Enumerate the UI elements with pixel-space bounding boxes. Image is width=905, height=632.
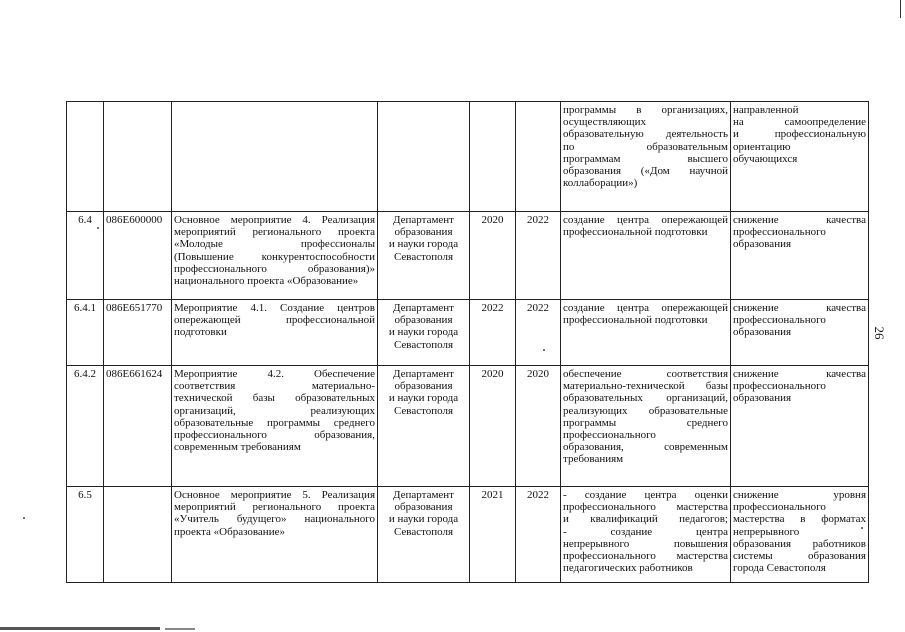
executor-line: Департамент: [392, 489, 454, 501]
executor-line: образования: [394, 226, 453, 239]
consequence-cell: [731, 487, 869, 583]
measure-title-line: подготовки: [174, 326, 227, 339]
consequence-line: профессионального: [733, 314, 826, 327]
measure-title-cell: [172, 102, 378, 212]
measure-title-line: Основное мероприятие 4. Реализация: [174, 214, 375, 226]
consequence-line: города Севастополя: [733, 562, 826, 575]
consequence-line: направленной: [733, 104, 799, 116]
expected-result-line: коллаборации»): [563, 177, 638, 190]
budget-code-cell: 086E600000: [104, 212, 172, 300]
measure-title-line: организаций, реализующих: [174, 404, 375, 417]
executor-line: Департамент: [392, 302, 454, 314]
consequence-line: на самоопределение: [733, 116, 866, 129]
consequence-line: образования: [733, 392, 792, 405]
executor-line: Севастополя: [393, 525, 454, 538]
measure-title-line: (Повышение конкурентоспособности: [174, 250, 375, 263]
consequence-line: и профессиональную: [733, 128, 866, 141]
expected-result-line: программы в организациях,: [563, 104, 728, 116]
expected-result-line: образовательных организаций,: [563, 392, 728, 405]
executor-line: Севастополя: [393, 250, 454, 263]
scan-edge-mark: [0, 627, 160, 630]
executor-line: Севастополя: [393, 404, 454, 417]
end-year-cell: [516, 102, 561, 212]
expected-result-line: - создание центра оценки: [563, 489, 728, 501]
executor-line: и науки города: [388, 513, 459, 526]
expected-result-line: педагогических работников: [563, 562, 693, 575]
measure-title-line: технической базы образовательных: [174, 392, 375, 405]
consequence-line: снижение качества: [733, 214, 866, 226]
executor-line: образования: [394, 314, 453, 327]
item-number-cell: 6.5: [67, 487, 104, 583]
consequence-line: системы образования: [733, 550, 866, 563]
budget-code-cell: 086E661624: [104, 366, 172, 487]
expected-result-cell: [561, 366, 731, 487]
consequence-line: снижение уровня: [733, 489, 866, 501]
table-row: [67, 212, 869, 300]
start-year-cell: 2021: [470, 487, 516, 583]
expected-result-line: программы среднего: [563, 416, 728, 429]
consequence-line: непрерывного: [733, 525, 800, 538]
measures-table: [66, 101, 869, 583]
expected-result-line: профессионального мастерства: [563, 550, 728, 563]
consequence-cell: [731, 300, 869, 366]
consequence-line: образования работников: [733, 537, 866, 550]
expected-result-cell: [561, 487, 731, 583]
measure-title-line: образовательные программы среднего: [174, 416, 375, 429]
measure-title-line: Основное мероприятие 5. Реализация: [174, 489, 375, 501]
expected-result-line: образования, современным: [563, 441, 728, 454]
measure-title-line: «Учитель будущего» национального: [174, 513, 375, 526]
executor-line: Севастополя: [393, 338, 454, 351]
expected-result-line: - создание центра: [563, 525, 728, 538]
measure-title-line: современным требованиям: [174, 441, 301, 454]
executor-cell: [378, 487, 470, 583]
end-year-cell: 2022: [516, 487, 561, 583]
table-row: [67, 366, 869, 487]
expected-result-line: профессионального мастерства: [563, 501, 728, 514]
expected-result-line: программам высшего: [563, 152, 728, 165]
table-row: [67, 102, 869, 212]
executor-line: и науки города: [388, 238, 459, 251]
expected-result-line: и квалификаций педагогов;: [563, 513, 728, 526]
item-number-cell: [67, 102, 104, 212]
end-year-cell: 2022: [516, 212, 561, 300]
consequence-cell: [731, 366, 869, 487]
consequence-line: профессионального: [733, 380, 826, 393]
table-row: [67, 300, 869, 366]
measure-title-cell: [172, 366, 378, 487]
measure-title-line: проекта «Образование»: [174, 525, 285, 538]
executor-line: образования: [394, 501, 453, 514]
expected-result-line: образования («Дом научной: [563, 165, 728, 178]
measure-title-line: профессионального образования,: [174, 429, 375, 442]
measure-title-line: «Молодые профессионалы: [174, 238, 375, 251]
measure-title-line: мероприятий регионального проекта: [174, 501, 375, 514]
executor-cell: [378, 300, 470, 366]
expected-result-line: образовательную деятельность: [563, 128, 728, 141]
measure-title-cell: [172, 212, 378, 300]
scan-speck: [23, 517, 25, 519]
expected-result-line: создание центра опережающей: [563, 214, 728, 226]
measure-title-line: Мероприятие 4.2. Обеспечение: [174, 368, 375, 380]
executor-line: и науки города: [388, 392, 459, 405]
item-number-cell: 6.4.1: [67, 300, 104, 366]
budget-code-cell: [104, 102, 172, 212]
expected-result-line: по образовательным: [563, 140, 728, 153]
expected-result-line: профессиональной подготовки: [563, 314, 708, 327]
start-year-cell: 2022: [470, 300, 516, 366]
executor-cell: [378, 102, 470, 212]
measure-title-line: опережающей профессиональной: [174, 314, 375, 327]
start-year-cell: 2020: [470, 212, 516, 300]
expected-result-cell: [561, 300, 731, 366]
measure-title-line: Мероприятие 4.1. Создание центров: [174, 302, 375, 314]
budget-code-cell: 086E651770: [104, 300, 172, 366]
executor-cell: [378, 366, 470, 487]
consequence-line: образования: [733, 238, 792, 251]
start-year-cell: [470, 102, 516, 212]
expected-result-line: создание центра опережающей: [563, 302, 728, 314]
expected-result-cell: [561, 212, 731, 300]
consequence-line: снижение качества: [733, 368, 866, 380]
executor-line: Департамент: [392, 214, 454, 226]
measure-title-line: мероприятий регионального проекта: [174, 226, 375, 239]
end-year-cell: 2020: [516, 366, 561, 487]
item-number-cell: 6.4.2: [67, 366, 104, 487]
expected-result-line: профессионального: [563, 429, 656, 442]
end-year-cell: 2022: [516, 300, 561, 366]
page-number: 26: [872, 326, 887, 340]
scan-edge-mark: [165, 628, 195, 630]
expected-result-cell: [561, 102, 731, 212]
budget-code-cell: [104, 487, 172, 583]
expected-result-line: осуществляющих: [563, 116, 646, 129]
consequence-line: образования: [733, 326, 792, 339]
consequence-line: профессионального: [733, 501, 826, 514]
table-body: [67, 102, 869, 583]
consequence-line: обучающихся: [733, 152, 798, 165]
expected-result-line: требованиям: [563, 453, 624, 466]
executor-cell: [378, 212, 470, 300]
executor-line: Департамент: [392, 368, 454, 380]
measure-title-line: национального проекта «Образование»: [174, 275, 359, 288]
expected-result-line: обеспечение соответствия: [563, 368, 728, 380]
expected-result-line: профессиональной подготовки: [563, 226, 708, 239]
table-row: [67, 487, 869, 583]
executor-line: и науки города: [388, 326, 459, 339]
page-edge-line: [900, 0, 901, 18]
consequence-cell: [731, 212, 869, 300]
consequence-line: мастерства в форматах: [733, 513, 866, 526]
start-year-cell: 2020: [470, 366, 516, 487]
consequence-cell: [731, 102, 869, 212]
measure-title-cell: [172, 487, 378, 583]
consequence-line: профессионального: [733, 226, 826, 239]
consequence-line: ориентацию: [733, 140, 791, 153]
expected-result-line: материально-технической базы: [563, 380, 728, 393]
expected-result-line: реализующих образовательные: [563, 404, 728, 417]
executor-line: образования: [394, 380, 453, 393]
consequence-line: снижение качества: [733, 302, 866, 314]
expected-result-line: непрерывного повышения: [563, 537, 728, 550]
measure-title-line: профессионального образования)»: [174, 262, 375, 275]
item-number-cell: 6.4: [67, 212, 104, 300]
measure-title-cell: [172, 300, 378, 366]
measure-title-line: соответствия материально-: [174, 380, 375, 393]
